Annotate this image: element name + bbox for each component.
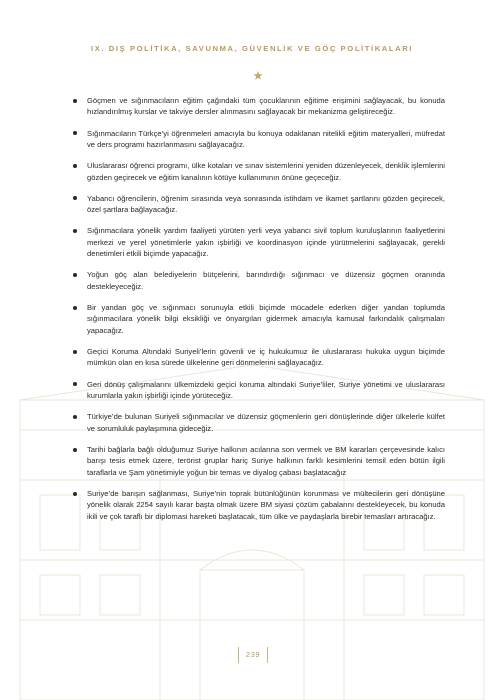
list-item-text: Yabancı öğrencilerin, öğrenim sırasında veya sonrasında istihdam ve ikamet şartlarını gözden geçirecek, özel şartlara bağlayacağız.	[87, 193, 445, 215]
bullet-dot-icon	[73, 448, 77, 452]
bullet-dot-icon	[73, 196, 77, 200]
bullet-dot-icon	[73, 229, 77, 233]
policy-list	[63, 95, 445, 532]
list-item-text: Suriye’de barışın sağlanması, Suriye’nin toprak bütünlüğünün korunması ve mültecilerin geri dönüşüne yönelik olarak 2254 sayılı karar başta olmak üzere BM siyasi çözüm çabalarını destekleyecek, bu konuda ikili ve çok taraflı bir diplomasi hareketi başlatacak, tüm ülke ve paydaşlarla birebir temasları artıracağız.	[87, 488, 445, 521]
bullet-dot-icon	[73, 131, 77, 135]
list-item	[63, 128, 445, 151]
list-item-text: Sığınmacıların Türkçe’yi öğrenmeleri amacıyla bu konuya odaklanan nitelikli eğitim materyalleri, müfredat ve ders programı hazırlanmasını sağlayacağız.	[87, 128, 445, 150]
list-item-text: Geri dönüş çalışmalarını ülkemizdeki geçici koruma altındaki Suriye’liler, Suriye yönetimi ve uluslararası kurumlarla yakın işbirliği içinde yürüteceğiz.	[87, 379, 445, 401]
bullet-dot-icon	[73, 273, 77, 277]
list-item	[63, 269, 445, 292]
page-number: 239	[238, 647, 268, 663]
bullet-dot-icon	[73, 492, 77, 496]
list-item	[63, 302, 445, 336]
bullet-dot-icon	[73, 382, 77, 386]
list-item-text: Yoğun göç alan belediyelerin bütçelerini, barındırdığı sığınmacı ve düzensiz göçmen oranında destekleyeceğiz.	[87, 270, 445, 291]
list-item-text: Bir yandan göç ve sığınmacı sorunuyla etkili biçimde mücadele ederken diğer yandan toplumda sığınmacılara yönelik bilgi eksikliği ve önyargıları gidermek amacıyla kamusal farkındalık çalışmaları yapacağız.	[87, 303, 445, 335]
crescent-star-icon	[238, 64, 266, 86]
list-item-text: Göçmen ve sığınmacıların eğitim çağındaki tüm çocuklarının eğitime erişimini sağlayacak, bu konuda hızlandırılmış kurslar ve takviye dersler alınmasını sağlayacak bir mekanizma geliştireceğiz.	[87, 96, 445, 117]
list-item-text: Uluslararası öğrenci programı, ülke kotaları ve sınav sistemlerini yeniden düzenleyecek, denklik işlemlerini gözden geçirecek ve eğitim kanalının kötüye kullanımının önüne geçeceğiz.	[87, 161, 445, 182]
list-item	[63, 193, 445, 216]
bullet-dot-icon	[73, 164, 77, 168]
section-title: IX. DIŞ POLİTİKA, SAVUNMA, GÜVENLİK VE GÖÇ POLİTİKALARI	[90, 44, 413, 53]
list-item	[63, 346, 445, 369]
list-item-text: Geçici Koruma Altındaki Suriyeli’lerin güvenli ve iç hukukumuz ile uluslararası hukuka uygun biçimde mümkün olan en kısa sürede ülkelerine geri dönmelerini sağlayacağız.	[87, 347, 445, 368]
list-item	[63, 488, 445, 522]
list-item-text: Sığınmacılara yönelik yardım faaliyeti yürüten yerli veya yabancı sivil toplum kuruluşlarının faaliyetlerini merkezi ve yerel yönetimlerle yakın işbirliği ve koordinasyon içinde yürütmelerini sağlayacak, gerekli denetimleri etkili biçimde yapacağız.	[87, 226, 445, 259]
list-item	[63, 225, 445, 259]
bullet-dot-icon	[73, 99, 77, 103]
bullet-dot-icon	[73, 306, 77, 310]
list-item	[63, 379, 445, 402]
list-item-text: Türkiye’de bulunan Suriyeli sığınmacılar ve düzensiz göçmenlerin geri dönüşlerinde diğer ülkelerle külfet ve sorumluluk paylaşımına gideceğiz.	[87, 412, 445, 433]
page-header	[0, 44, 504, 53]
bullet-dot-icon	[73, 350, 77, 354]
bullet-dot-icon	[73, 415, 77, 419]
list-item-text: Tarihi bağlarla bağlı olduğumuz Suriye halkının acılarına son vermek ve BM kararları çerçevesinde kalıcı barışı tesis etmek üzere, terörist gruplar hariç Suriye halkının farklı kesimlerini temsil eden bütün ilgili taraflarla ve Şam yönetimiyle yoğun bir temas ve diyalog çabası başlatacağız	[87, 444, 445, 477]
list-item	[63, 95, 445, 118]
list-item	[63, 444, 445, 478]
list-item	[63, 411, 445, 434]
list-item	[63, 160, 445, 183]
